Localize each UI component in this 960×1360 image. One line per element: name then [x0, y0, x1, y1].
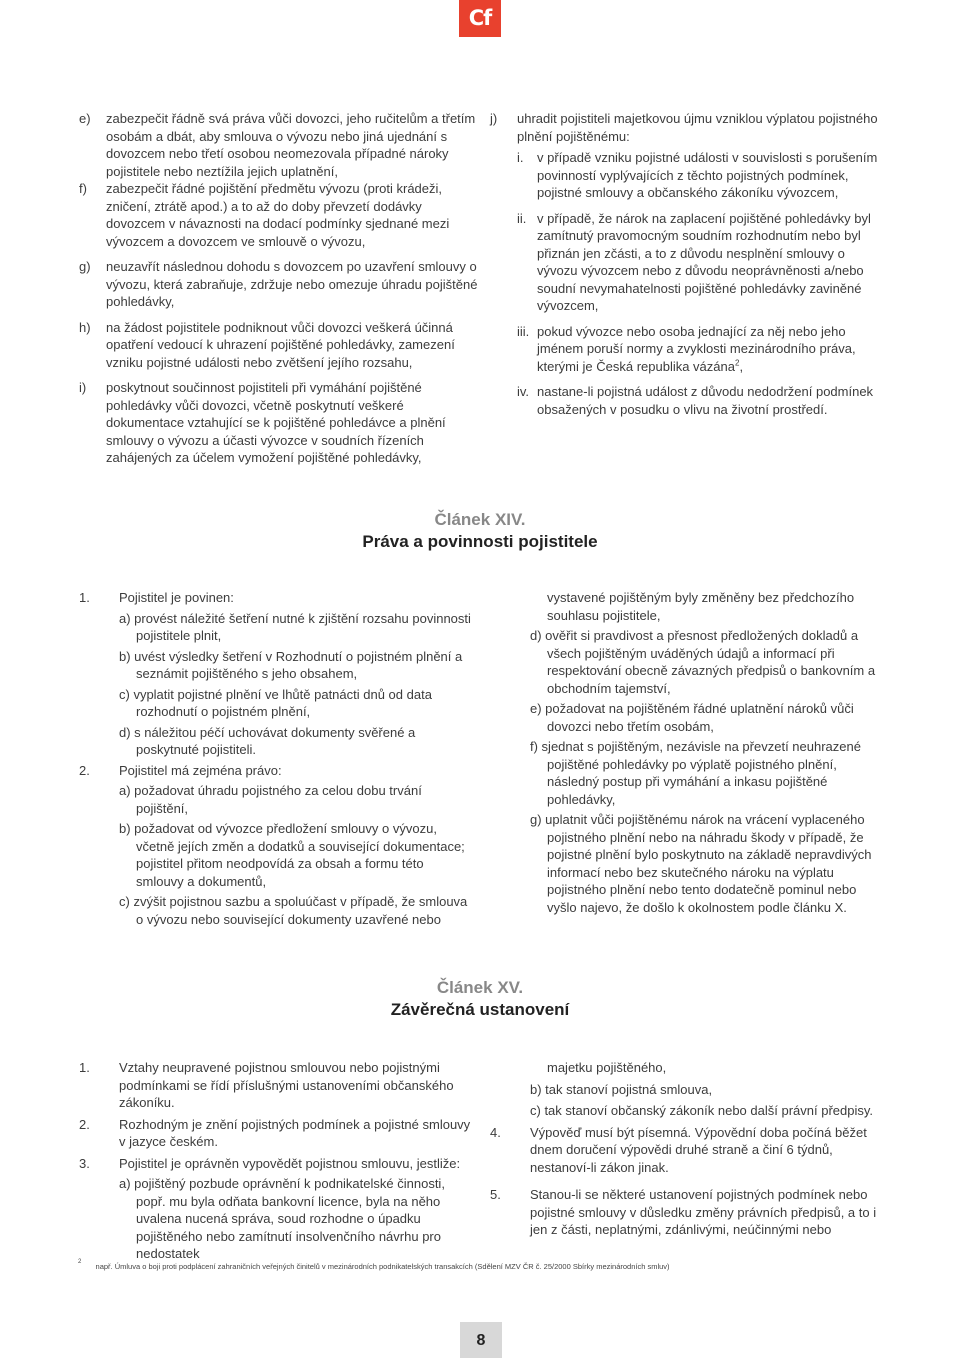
clause-text: poskytnout součinnost pojistiteli při vymáhání pojištěné pohledávky vůči dovozci, včetně poskytnutí veškeré dokumentace vztahující se k pojištěné pohledávce a plnění smlouvy o vývozu a účasti vývozce v soudních řízeních zahájených za účelem vymožení pojištěné pohledávky, — [106, 380, 446, 465]
list-item — [530, 700, 885, 735]
paragraph-text: Pojistitel je oprávněn vypovědět pojistnou smlouvu, jestliže: — [119, 1155, 461, 1171]
list-item — [119, 648, 473, 683]
subclause-text: nastane-li pojistná událost z důvodu nedodržení podmínek obsažených v posudku o vlivu na životní prostředí. — [537, 384, 874, 417]
paragraph-label: 5. — [490, 1187, 501, 1202]
paragraph-3 — [79, 1155, 473, 1173]
paragraph-2 — [79, 1116, 473, 1151]
clause-label: i) — [79, 380, 87, 395]
clause-text: na žádost pojistitele podniknout vůči dovozci veškerá účinná opatření vedoucí k uhrazení pojištěné pohledávky, zamezení vzniku pojistné události nebo zvětšení jejího rozsahu, — [106, 319, 455, 370]
subclause-label: iii. — [517, 323, 530, 339]
subclause-label: iv. — [517, 384, 530, 399]
subclause-text — [537, 323, 884, 376]
paragraph-text: Stanou-li se některé ustanovení pojistných podmínek nebo pojistné smlouvy v důsledku změny právních předpisů, a to i jen z části, neplatnými, zdánlivými, neúčinnými nebo — [530, 1187, 877, 1237]
list-item — [119, 820, 473, 890]
item-text: e) požadovat na pojištěném řádné uplatnění nároků vůči dovozci nebo třetím osobám, — [530, 701, 854, 734]
list-item — [530, 811, 885, 916]
item-text: f) sjednat s pojištěným, nezávisle na převzetí neuhrazené pojištěné pohledávky po výplatě pojistného plnění, následný postup při vymáhání a inkasu pojištěné pohledávky, — [530, 739, 861, 807]
paragraph-1 — [79, 589, 473, 607]
clause-e — [79, 110, 479, 180]
paragraph-label: 3. — [79, 1155, 90, 1171]
footnote-mark: 2 — [78, 1259, 82, 1265]
item-text: c) tak stanoví občanský zákoník nebo další právní předpisy. — [530, 1103, 873, 1118]
clause-i — [79, 379, 479, 467]
top-right-column — [490, 110, 884, 418]
clause-g — [79, 258, 479, 311]
paragraph-label: 1. — [79, 590, 90, 605]
continuation-text: vystavené pojištěným byly změněny bez předchozího souhlasu pojistitele, — [547, 590, 855, 623]
list-item — [119, 724, 473, 759]
list-item — [119, 686, 473, 721]
top-left-column — [79, 110, 479, 467]
list-item — [119, 610, 473, 645]
termination-list — [79, 1175, 473, 1263]
item-text: g) uplatnit vůči pojištěnému nárok na vrácení vyplaceného pojistného plnění nebo na náhradu škody v případě, že pojistné plnění bylo poskytnuto na základě nepravdivých informací nebo bez skutečného nároku na výplatu pojistného plnění nebo tento dodatečně pominul nebo vyšlo najevo, že došlo k okolnostem podle článku X. — [530, 812, 872, 915]
paragraph-2 — [79, 762, 473, 780]
list-item — [530, 738, 885, 808]
clause-label: f) — [79, 181, 87, 196]
item-text: a) pojištěný pozbude oprávnění k podnikatelské činnosti, popř. mu byla odňata bankovní licence, byla na něho uvalena nucená správa, soud rozhodne o úpadku pojištěného nebo zamítnutí insolvenčního návrhu pro nedostatek — [119, 1176, 445, 1261]
list-item — [490, 1102, 884, 1120]
article-title: Práva a povinnosti pojistitele — [362, 532, 598, 551]
paragraph-text: Pojistitel má zejména právo: — [119, 762, 282, 778]
clause-h — [79, 319, 479, 372]
clause-f — [79, 180, 479, 250]
clause-label: j) — [490, 111, 498, 126]
article-title: Závěrečná ustanovení — [390, 1000, 570, 1019]
item-text: d) ověřit si pravdivost a přesnost předložených dokladů a všech pojištěným uváděných údajů a informací při respektování obecně závazných předpisů o bankovním a obchodním tajemství, — [530, 628, 876, 696]
subclause-text: v případě vzniku pojistné události v souvislosti s porušením povinností vyplývajících z těchto pojistných podmínek, pojistné smlouvy a občanského zákoníku vývozcem, — [537, 150, 878, 200]
list-item — [119, 893, 473, 928]
list-item — [490, 1081, 884, 1099]
clause-text: neuzavřít následnou dohodu s dovozcem po uzavření smlouvy o vývozu, která zabraňuje, zdržuje nebo omezuje úhradu pojištěné pohledávky, — [106, 259, 478, 309]
paragraph-label: 2. — [79, 762, 90, 778]
paragraph-label: 2. — [79, 1116, 90, 1132]
subclause-tail: , — [739, 358, 744, 374]
subclause-iii — [517, 323, 884, 376]
paragraph-label: 1. — [79, 1060, 90, 1075]
paragraph-5 — [490, 1186, 884, 1239]
item-text: a) požadovat úhradu pojistného za celou dobu trvání pojištění, — [119, 783, 422, 816]
subclause-label: i. — [517, 150, 524, 165]
article-14-heading — [0, 509, 960, 553]
page-number: 8 — [460, 1322, 502, 1358]
paragraph-4 — [490, 1124, 884, 1177]
footnote — [78, 1259, 898, 1272]
list-item — [119, 1175, 473, 1263]
article-14-left-column — [79, 589, 473, 928]
clause-text: zabezpečit řádně svá práva vůči dovozci, jeho ručitelům a třetím osobám a dbát, aby smlouva o vývozu nebo jiná ujednání s dovozcem nebo třetí osobou neomezovala případné nároky pojistitele nebo neztížila jejich uplatnění, — [106, 111, 476, 179]
item-text: c) vyplatit pojistné plnění ve lhůtě patnácti dnů od data rozhodnutí o pojistném plnění, — [119, 686, 432, 719]
list-item — [530, 627, 885, 697]
paragraph-text: Rozhodným je znění pojistných podmínek a pojistné smlouvy v jazyce českém. — [119, 1116, 471, 1149]
subclause-label: ii. — [517, 210, 527, 226]
subclause-iv — [517, 383, 884, 418]
item-text: b) požadovat od vývozce předložení smlouvy o vývozu, včetně jejích změn a dodatků a související dokumentace; pojistitel přitom neodpovídá za obsah a formu této smlouvy a dokumentů, — [119, 821, 465, 889]
paragraph-text: Pojistitel je povinen: — [119, 590, 234, 605]
footnote-text: např. Úmluva o boji proti podplácení zahraničních veřejných činitelů v mezinárodních podnikatelských transakcích (Sdělení MZV ČR č. 25/2000 Sbírky mezinárodních smluv) — [95, 1262, 670, 1271]
item-text: d) s náležitou péčí uchovávat dokumenty svěřené a poskytnuté pojistiteli. — [119, 724, 416, 757]
paragraph-label: 4. — [490, 1124, 501, 1140]
item-text: b) uvést výsledky šetření v Rozhodnutí o pojistném plnění a seznámit pojištěného s jeho obsahem, — [119, 648, 463, 681]
clause-label: e) — [79, 111, 91, 126]
clause-text: uhradit pojistiteli majetkovou újmu vzniklou výplatou pojistného plnění pojištěnému: — [517, 111, 878, 144]
article-15-heading — [0, 977, 960, 1021]
rights-list — [79, 782, 473, 928]
article-15-right-column — [490, 1059, 884, 1239]
clause-j — [490, 110, 884, 145]
article-number: Článek XV. — [436, 978, 524, 997]
footnote-ref: 2 — [734, 358, 740, 368]
paragraph-1 — [79, 1059, 473, 1112]
item-text: c) zvýšit pojistnou sazbu a spoluúčast v případě, že smlouva o vývozu nebo související dokumenty uzavřené nebo — [119, 894, 468, 927]
company-logo: Cf — [459, 0, 501, 37]
subclause-body: pokud vývozce nebo osoba jednající za něj nebo jeho jménem poruší normy a zvyklosti mezinárodního práva, kterými je Česká republika vázána — [537, 323, 856, 374]
item-text: a) provést náležité šetření nutné k zjištění rozsahu povinnosti pojistitele plnit, — [119, 610, 471, 643]
subclause-text: v případě, že nárok na zaplacení pojištěné pohledávky byl zamítnutý pravomocným soudním rozhodnutím nebo byl přiznán jen zčásti, a to z důvodu nesplnění smlouvy o vývozu vývozcem nebo z důvodu neoprávněnosti a/nebo soudní nevymahatelnosti pojištěné pohledávky zaviněné vývozcem, — [537, 210, 871, 313]
clause-label: h) — [79, 319, 91, 335]
item-text: b) tak stanoví pojistná smlouva, — [530, 1081, 713, 1097]
list-item — [119, 782, 473, 817]
subclause-i — [517, 149, 884, 202]
paragraph-text: Výpověď musí být písemná. Výpovědní doba počíná běžet dnem doručení výpovědi druhé straně a činí 6 týdnů, nestanoví-li zákon jinak. — [530, 1124, 867, 1175]
obligations-list — [79, 610, 473, 759]
article-14-right-column — [530, 589, 885, 916]
subclause-ii — [517, 210, 884, 315]
paragraph-text: Vztahy neupravené pojistnou smlouvou nebo pojistnými podmínkami se řídí příslušnými ustanoveními občanského zákoníku. — [119, 1060, 454, 1110]
clause-label: g) — [79, 259, 91, 274]
clause-text: zabezpečit řádné pojištění předmětu vývozu (proti krádeži, zničení, ztrátě apod.) a to až do doby převzetí dodávky dovozcem v návaznosti na dodací podmínky sjednané mezi vývozcem a dovozcem ve smlouvě o vývozu, — [106, 181, 450, 249]
article-15-left-column — [79, 1059, 473, 1263]
continuation-text: majetku pojištěného, — [547, 1060, 667, 1075]
article-number: Článek XIV. — [434, 510, 526, 529]
